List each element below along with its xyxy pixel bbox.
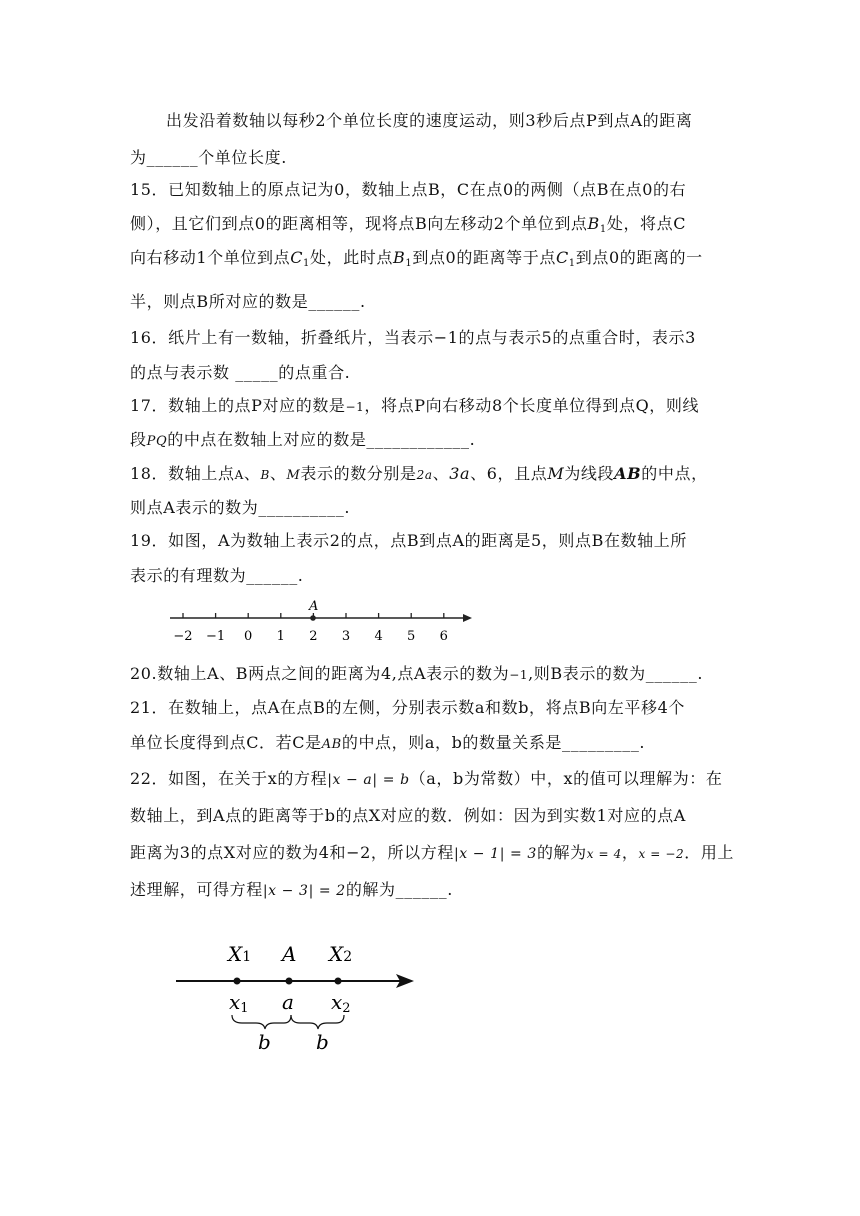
label-text: X — [228, 942, 243, 966]
text-span: 20.数轴上A、B两点之间的距离为4,点A表示的数为 — [130, 664, 510, 683]
text-span: 的解为 — [536, 843, 587, 862]
text-line: 数轴上，到A点的距离等于b的点X对应的数．例如：因为到实数1对应的点A — [130, 806, 686, 825]
tick-label: 3 — [341, 629, 351, 644]
tick-label: 0 — [244, 629, 253, 644]
number-line-figure — [160, 596, 480, 648]
tick-label: −1 — [206, 629, 226, 644]
text-span: 18．数轴上点 — [130, 464, 235, 483]
math-b: B — [260, 468, 270, 482]
tick-label: 2 — [309, 629, 318, 644]
math-m2: M — [547, 464, 565, 483]
label-text: x — [331, 990, 343, 1014]
question-19: 19．如图，A为数轴上表示2的点，点B到点A的距离是5，则点B在数轴上所 — [130, 531, 687, 550]
text-span: 段 — [130, 430, 147, 449]
question-21: 21．在数轴上，点A在点B的左侧，分别表示数a和数b，将点B向左平移4个 — [130, 698, 685, 717]
text-line — [130, 733, 645, 755]
point-a-dot — [286, 978, 293, 985]
math-eq1: |x − a| = b — [327, 772, 410, 788]
point-x2-dot — [335, 978, 342, 985]
math-3a: 3a — [449, 464, 471, 483]
brace-right — [291, 1015, 344, 1029]
text-span: 的中点， — [641, 464, 708, 483]
text-line: 则点A表示的数为__________. — [130, 498, 351, 517]
point-a-dot — [310, 615, 316, 621]
tick-label: 6 — [439, 629, 448, 644]
question-22 — [130, 769, 723, 790]
text-span: 、6，且点 — [470, 464, 548, 483]
axis-arrow — [463, 614, 472, 622]
label-text: x — [229, 990, 241, 1014]
text-span: ．用上 — [684, 843, 735, 862]
brace-left — [232, 1015, 291, 1029]
text-line: 半，则点B所对应的数是______. — [130, 292, 366, 311]
math-a: A — [234, 468, 244, 482]
text-span: 、 — [432, 464, 450, 483]
label-x2-upper — [327, 942, 352, 966]
math-eq3: |x − 3| = 2 — [262, 883, 346, 899]
text-span: （a，b为常数）中，x的值可以理解为：在 — [409, 769, 723, 788]
text-line: 的点与表示数 _____的点重合. — [130, 363, 351, 382]
text-span: 、 — [269, 464, 287, 483]
brace-label-right: b — [316, 1030, 329, 1053]
point-x1-dot — [234, 978, 241, 985]
text-span: 17．数轴上的点P对应的数是 — [130, 396, 346, 415]
math-letter: B — [393, 248, 406, 267]
math-m: M — [286, 468, 301, 483]
label-x1-lower — [229, 990, 249, 1016]
text-line: 为______个单位长度. — [130, 148, 287, 167]
text-span: ,则B表示的数为______. — [528, 664, 704, 683]
label-sub: 2 — [343, 949, 353, 965]
subscript: 1 — [568, 258, 576, 269]
math-c1 — [556, 248, 576, 267]
text-span: 表示的数分别是 — [300, 464, 417, 483]
text-span: 的解为______. — [345, 880, 453, 899]
text-span: 距离为3的点X对应的数为4和−2，所以方程 — [130, 843, 454, 862]
math-ab: AB — [614, 464, 642, 483]
math-sol1: x = 4 — [586, 847, 622, 861]
label-a-lower: a — [282, 990, 294, 1014]
question-18 — [130, 464, 708, 486]
question-20 — [130, 664, 703, 685]
math-b1 — [588, 214, 607, 233]
question-15: 15．已知数轴上的原点记为0，数轴上点B，C在点0的两侧（点B在点0的右 — [130, 180, 687, 199]
text-span: 单位长度得到点C．若C是 — [130, 733, 322, 752]
text-line — [130, 430, 475, 452]
math-pq: PQ — [146, 434, 168, 449]
subscript: 1 — [303, 258, 310, 269]
text-line — [130, 214, 686, 240]
tick-label: −2 — [173, 629, 193, 644]
math-letter: B — [587, 214, 600, 233]
math-2a: 2a — [416, 468, 433, 482]
question-17 — [130, 396, 699, 417]
label-x1-upper — [226, 942, 251, 966]
point-a-label: A — [309, 599, 319, 614]
label-text: X — [329, 942, 344, 966]
math-eq2: |x − 1| = 3 — [453, 846, 537, 862]
text-span: 的中点在数轴上对应的数是____________. — [167, 430, 476, 449]
text-span: 为线段 — [564, 464, 615, 483]
text-span: 到点0的距离等于点 — [412, 248, 556, 267]
text-line — [130, 843, 734, 864]
text-span: 到点0的距离的一 — [575, 248, 703, 267]
text-span: 、 — [243, 464, 261, 483]
text-span: 向右移动1个单位到点 — [130, 248, 291, 267]
text-span: 侧），且它们到点0的距离相等，现将点B向左移动2个单位到点 — [130, 214, 588, 233]
label-sub: 1 — [242, 949, 252, 965]
question-16: 16．纸片上有一数轴，折叠纸片，当表示−1的点与表示5的点重合时，表示3 — [130, 328, 696, 347]
math-letter: C — [555, 248, 569, 267]
math-neg1: −1 — [509, 668, 529, 682]
math-ab: AB — [321, 737, 342, 752]
label-sub: 1 — [240, 1001, 249, 1016]
math-letter: C — [290, 248, 304, 267]
text-line — [130, 248, 703, 274]
tick-label: 1 — [276, 629, 285, 644]
math-sol2: x = −2 — [638, 847, 685, 861]
brace-label-left: b — [258, 1030, 271, 1053]
absolute-value-figure — [170, 935, 420, 1053]
label-a-upper: A — [282, 942, 297, 966]
math-c1 — [290, 248, 310, 267]
tick-label: 5 — [407, 629, 416, 644]
text-span: ， — [621, 843, 639, 862]
text-span: 的中点，则a，b的数量关系是_________. — [341, 733, 646, 752]
text-line: 表示的有理数为______. — [130, 566, 304, 585]
text-line — [130, 880, 453, 901]
math-neg1: −1 — [345, 400, 365, 414]
text-line: 出发沿着数轴以每秒2个单位长度的速度运动，则3秒后点P到点A的距离 — [166, 111, 693, 130]
subscript: 1 — [405, 258, 413, 269]
text-span: 处，此时点 — [310, 248, 394, 267]
subscript: 1 — [599, 224, 607, 235]
text-span: ，将点P向右移动8个长度单位得到点Q，则线 — [364, 396, 700, 415]
math-b1 — [393, 248, 412, 267]
text-span: 述理解，可得方程 — [130, 880, 263, 899]
label-x2-lower — [331, 990, 351, 1016]
tick-label: 4 — [374, 629, 383, 644]
label-sub: 2 — [342, 1001, 351, 1016]
text-span: 处，将点C — [606, 214, 687, 233]
text-span: 22．如图，在关于x的方程 — [130, 769, 328, 788]
